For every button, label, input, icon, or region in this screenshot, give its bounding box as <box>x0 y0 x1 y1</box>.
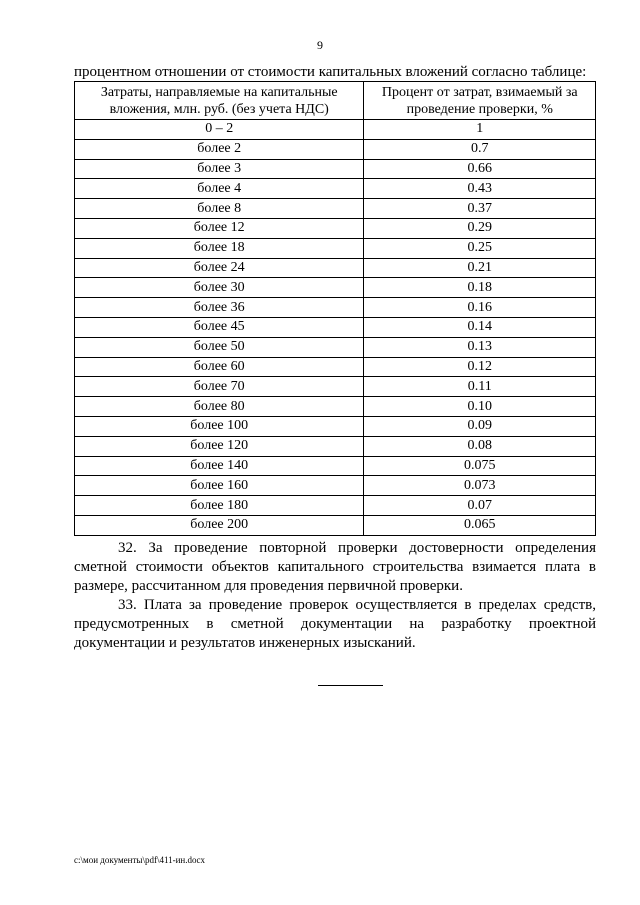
cost-cell: более 4 <box>75 179 364 199</box>
cost-cell: более 8 <box>75 199 364 219</box>
table-row <box>75 278 596 298</box>
cost-cell: 0 – 2 <box>75 120 364 140</box>
cost-cell: более 60 <box>75 357 364 377</box>
percent-cell: 0.09 <box>364 416 596 436</box>
percent-cell: 1 <box>364 120 596 140</box>
cost-cell: более 140 <box>75 456 364 476</box>
table-header-row <box>75 82 596 120</box>
header-percent: Процент от затрат, взимаемый за проведение проверки, % <box>364 82 596 120</box>
table-row <box>75 179 596 199</box>
table-row <box>75 416 596 436</box>
table-row <box>75 476 596 496</box>
footer-file-path: c:\мои документы\pdf\411-ин.docx <box>74 855 205 865</box>
table-row <box>75 298 596 318</box>
table-row <box>75 317 596 337</box>
percent-cell: 0.7 <box>364 139 596 159</box>
cost-cell: более 160 <box>75 476 364 496</box>
table-body <box>75 120 596 536</box>
table-row <box>75 120 596 140</box>
table-row <box>75 258 596 278</box>
percent-cell: 0.07 <box>364 496 596 516</box>
table-row <box>75 397 596 417</box>
table-row <box>75 456 596 476</box>
percent-cell: 0.18 <box>364 278 596 298</box>
percent-cell: 0.66 <box>364 159 596 179</box>
table-row <box>75 436 596 456</box>
end-divider <box>318 685 383 686</box>
table-row <box>75 337 596 357</box>
percent-cell: 0.073 <box>364 476 596 496</box>
percent-cell: 0.13 <box>364 337 596 357</box>
table-row <box>75 496 596 516</box>
cost-cell: более 45 <box>75 317 364 337</box>
percent-cell: 0.43 <box>364 179 596 199</box>
percent-cell: 0.12 <box>364 357 596 377</box>
header-cost: Затраты, направляемые на капитальные вложения, млн. руб. (без учета НДС) <box>75 82 364 120</box>
cost-cell: более 200 <box>75 515 364 535</box>
percent-cell: 0.11 <box>364 377 596 397</box>
percent-cell: 0.16 <box>364 298 596 318</box>
cost-cell: более 70 <box>75 377 364 397</box>
table-row <box>75 139 596 159</box>
cost-cell: более 3 <box>75 159 364 179</box>
table-row <box>75 238 596 258</box>
table-row <box>75 218 596 238</box>
cost-cell: более 80 <box>75 397 364 417</box>
table-row <box>75 159 596 179</box>
percent-cell: 0.075 <box>364 456 596 476</box>
percent-cell: 0.08 <box>364 436 596 456</box>
cost-cell: более 30 <box>75 278 364 298</box>
percent-cell: 0.065 <box>364 515 596 535</box>
table-row <box>75 199 596 219</box>
cost-cell: более 36 <box>75 298 364 318</box>
percent-cell: 0.37 <box>364 199 596 219</box>
cost-cell: более 18 <box>75 238 364 258</box>
cost-cell: более 24 <box>75 258 364 278</box>
cost-cell: более 12 <box>75 218 364 238</box>
table-row <box>75 377 596 397</box>
paragraph-33: 33. Плата за проведение проверок осуществляется в пределах средств, предусмотренных в сметной документации на разработку проектной документации и результатов инженерных изысканий. <box>74 597 596 651</box>
cost-cell: более 50 <box>75 337 364 357</box>
percent-cell: 0.10 <box>364 397 596 417</box>
cost-cell: более 120 <box>75 436 364 456</box>
cost-cell: более 100 <box>75 416 364 436</box>
cost-cell: более 2 <box>75 139 364 159</box>
percent-cell: 0.25 <box>364 238 596 258</box>
page-number: 9 <box>317 38 323 52</box>
cost-cell: более 180 <box>75 496 364 516</box>
table-row <box>75 515 596 535</box>
intro-text: процентном отношении от стоимости капитальных вложений согласно таблице: <box>74 64 587 80</box>
percent-cell: 0.21 <box>364 258 596 278</box>
rates-table <box>74 81 596 536</box>
table-row <box>75 357 596 377</box>
percent-cell: 0.29 <box>364 218 596 238</box>
percent-cell: 0.14 <box>364 317 596 337</box>
paragraph-32: 32. За проведение повторной проверки достоверности определения сметной стоимости объектов капитального строительства взимается плата в размере, рассчитанном для проведения первичной проверки. <box>74 540 596 594</box>
